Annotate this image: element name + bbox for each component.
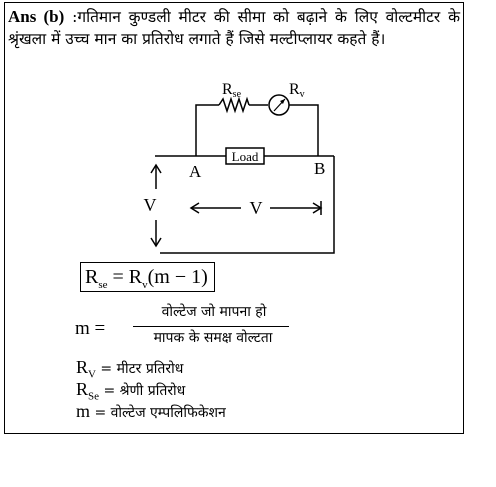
- branch-wire-right: [289, 105, 318, 156]
- m-equation-numerator: वोल्टेज जो मापना हो: [161, 304, 267, 320]
- definition-rv: [76, 356, 376, 381]
- definition-text: = मीटर प्रतिरोध: [95, 361, 184, 377]
- multiplier-formula: $R_{se} = R_v(m - 1)$: [80, 262, 215, 292]
- definitions-list: [76, 356, 376, 422]
- definition-symbol: R: [76, 357, 89, 377]
- formula-factor: (m − 1): [147, 266, 208, 288]
- rv-label: Rv: [289, 81, 305, 100]
- formula-lhs-sub: se: [98, 279, 108, 291]
- m-equation-denominator: मापक के समक्ष वोल्टता: [153, 330, 273, 346]
- formula-lhs: R: [85, 266, 99, 288]
- node-a-label: A: [189, 162, 202, 181]
- v-middle-label: V: [249, 198, 263, 218]
- formula-rhs: R: [128, 266, 143, 288]
- fraction-bar: [133, 326, 289, 327]
- rse-resistor: [219, 99, 249, 111]
- node-b-label: B: [314, 159, 326, 178]
- definition-text: = वोल्टेज एम्पलिफिकेशन: [90, 405, 226, 421]
- formula-rhs-sub: v: [142, 279, 148, 291]
- definition-m: [76, 400, 376, 422]
- load-label: Load: [231, 149, 259, 164]
- v-left-label: V: [143, 195, 157, 215]
- definition-symbol: m: [76, 401, 91, 421]
- definition-symbol: R: [76, 379, 89, 399]
- definition-subscript: Se: [88, 390, 100, 403]
- definition-subscript: V: [88, 368, 96, 381]
- definition-rse: [76, 378, 376, 403]
- answer-label: Ans (b): [8, 7, 65, 26]
- m-equation-lhs: m =: [75, 318, 106, 339]
- return-wire: [160, 156, 334, 253]
- answer-text: :गतिमान कुण्डली मीटर की सीमा को बढ़ाने के लिए वोल्टमीटर के श्रृंखला में उच्च मान का प्रतिरोध लगाते हैं जिसे मल्टीप्लायर कहते हैं।: [8, 8, 460, 48]
- rse-label: Rse: [222, 81, 242, 100]
- definition-text: = श्रेणी प्रतिरोध: [99, 383, 186, 399]
- branch-wire: [196, 105, 219, 156]
- m-equation: [75, 304, 325, 356]
